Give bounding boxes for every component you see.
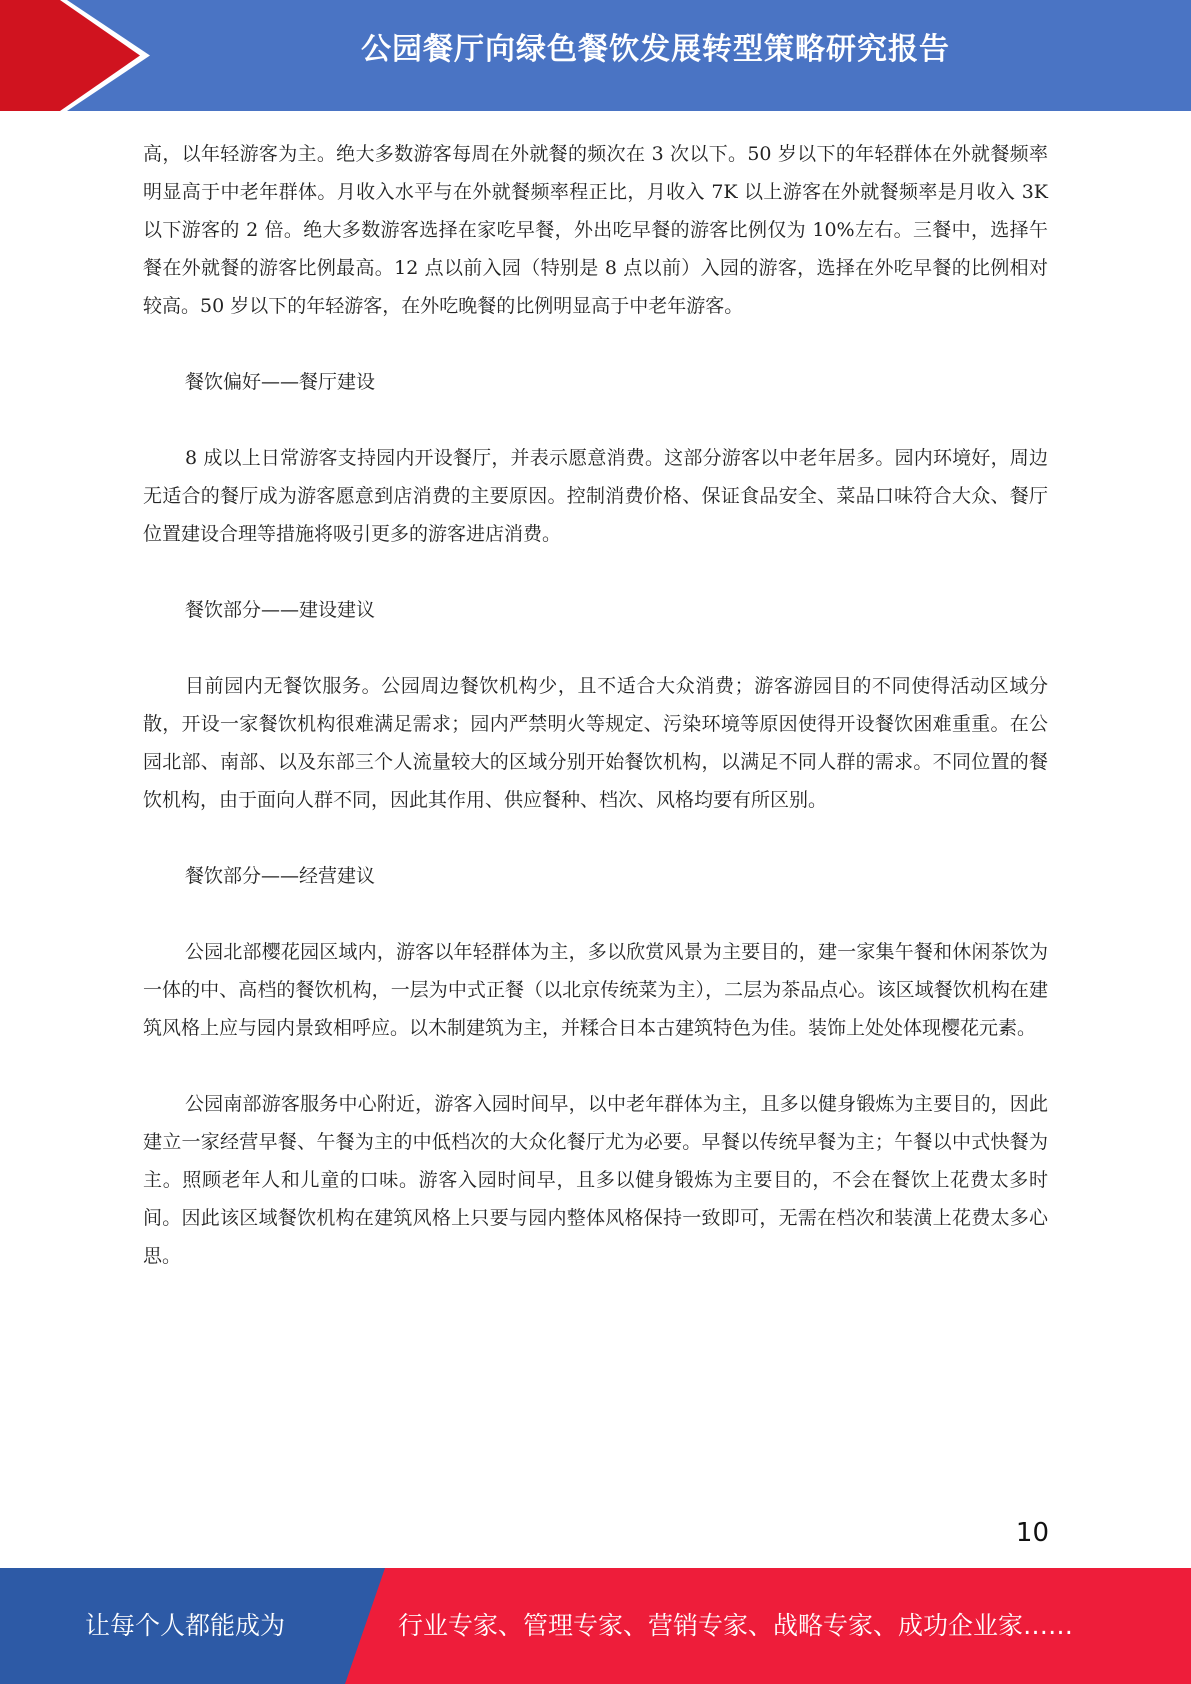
document-body — [143, 135, 1048, 1275]
paragraph-north-park: 公园北部樱花园区域内，游客以年轻群体为主，多以欣赏风景为主要目的，建一家集午餐和休闲茶饮为一体的中、高档的餐饮机构，一层为中式正餐（以北京传统菜为主），二层为茶品点心。该区域餐饮机构在建筑风格上应与园内景致相呼应。以木制建筑为主，并糅合日本古建筑特色为佳。装饰上处处体现樱花元素。 — [143, 941, 1048, 1039]
paragraph-intro: 高，以年轻游客为主。绝大多数游客每周在外就餐的频次在 3 次以下。50 岁以下的年轻群体在外就餐频率明显高于中老年群体。月收入水平与在外就餐频率程正比，月收入 7K 以上游客在外就餐频率是月收入 3K 以下游客的 2 倍。绝大多数游客选择在家吃早餐，外出吃早餐的游客比例仅为 10%左右。三餐中，选择午餐在外就餐的游客比例最高。12 点以前入园（特别是 8 点以前）入园的游客，选择在外吃早餐的比例相对较高。50 岁以下的年轻游客，在外吃晚餐的比例明显高于中老年游客。 — [143, 143, 1048, 317]
footer-slogan-left: 让每个人都能成为 — [84, 1611, 285, 1640]
paragraph-construction-advice: 目前园内无餐饮服务。公园周边餐饮机构少，且不适合大众消费；游客游园目的不同使得活动区域分散，开设一家餐饮机构很难满足需求；园内严禁明火等规定、污染环境等原因使得开设餐饮困难重重。在公园北部、南部、以及东部三个人流量较大的区域分别开始餐饮机构，以满足不同人群的需求。不同位置的餐饮机构，由于面向人群不同，因此其作用、供应餐种、档次、风格均要有所区别。 — [143, 675, 1048, 811]
page-footer — [0, 1568, 1191, 1684]
section-heading-construction-advice: 餐饮部分——建设建议 — [185, 599, 376, 621]
section-heading-dining-preference: 餐饮偏好——餐厅建设 — [185, 371, 376, 393]
paragraph-dining-preference: 8 成以上日常游客支持园内开设餐厅，并表示愿意消费。这部分游客以中老年居多。园内环境好，周边无适合的餐厅成为游客愿意到店消费的主要原因。控制消费价格、保证食品安全、菜品口味符合大众、餐厅位置建设合理等措施将吸引更多的游客进店消费。 — [143, 447, 1048, 545]
page-header — [0, 0, 1191, 111]
section-heading-operation-advice: 餐饮部分——经营建议 — [185, 865, 376, 887]
footer-slogan-right: 行业专家、管理专家、营销专家、战略专家、成功企业家…… — [398, 1611, 1074, 1640]
document-title: 公园餐厅向绿色餐饮发展转型策略研究报告 — [361, 32, 950, 67]
header-chevron-shape — [0, 0, 150, 111]
paragraph-south-park: 公园南部游客服务中心附近，游客入园时间早，以中老年群体为主，且多以健身锻炼为主要目的，因此建立一家经营早餐、午餐为主的中低档次的大众化餐厅尤为必要。早餐以传统早餐为主；午餐以中式快餐为主。照顾老年人和儿童的口味。游客入园时间早，且多以健身锻炼为主要目的，不会在餐饮上花费太多时间。因此该区域餐饮机构在建筑风格上只要与园内整体风格保持一致即可，无需在档次和装潢上花费太多心思。 — [143, 1093, 1048, 1267]
page-number: 10 — [1015, 1518, 1049, 1548]
